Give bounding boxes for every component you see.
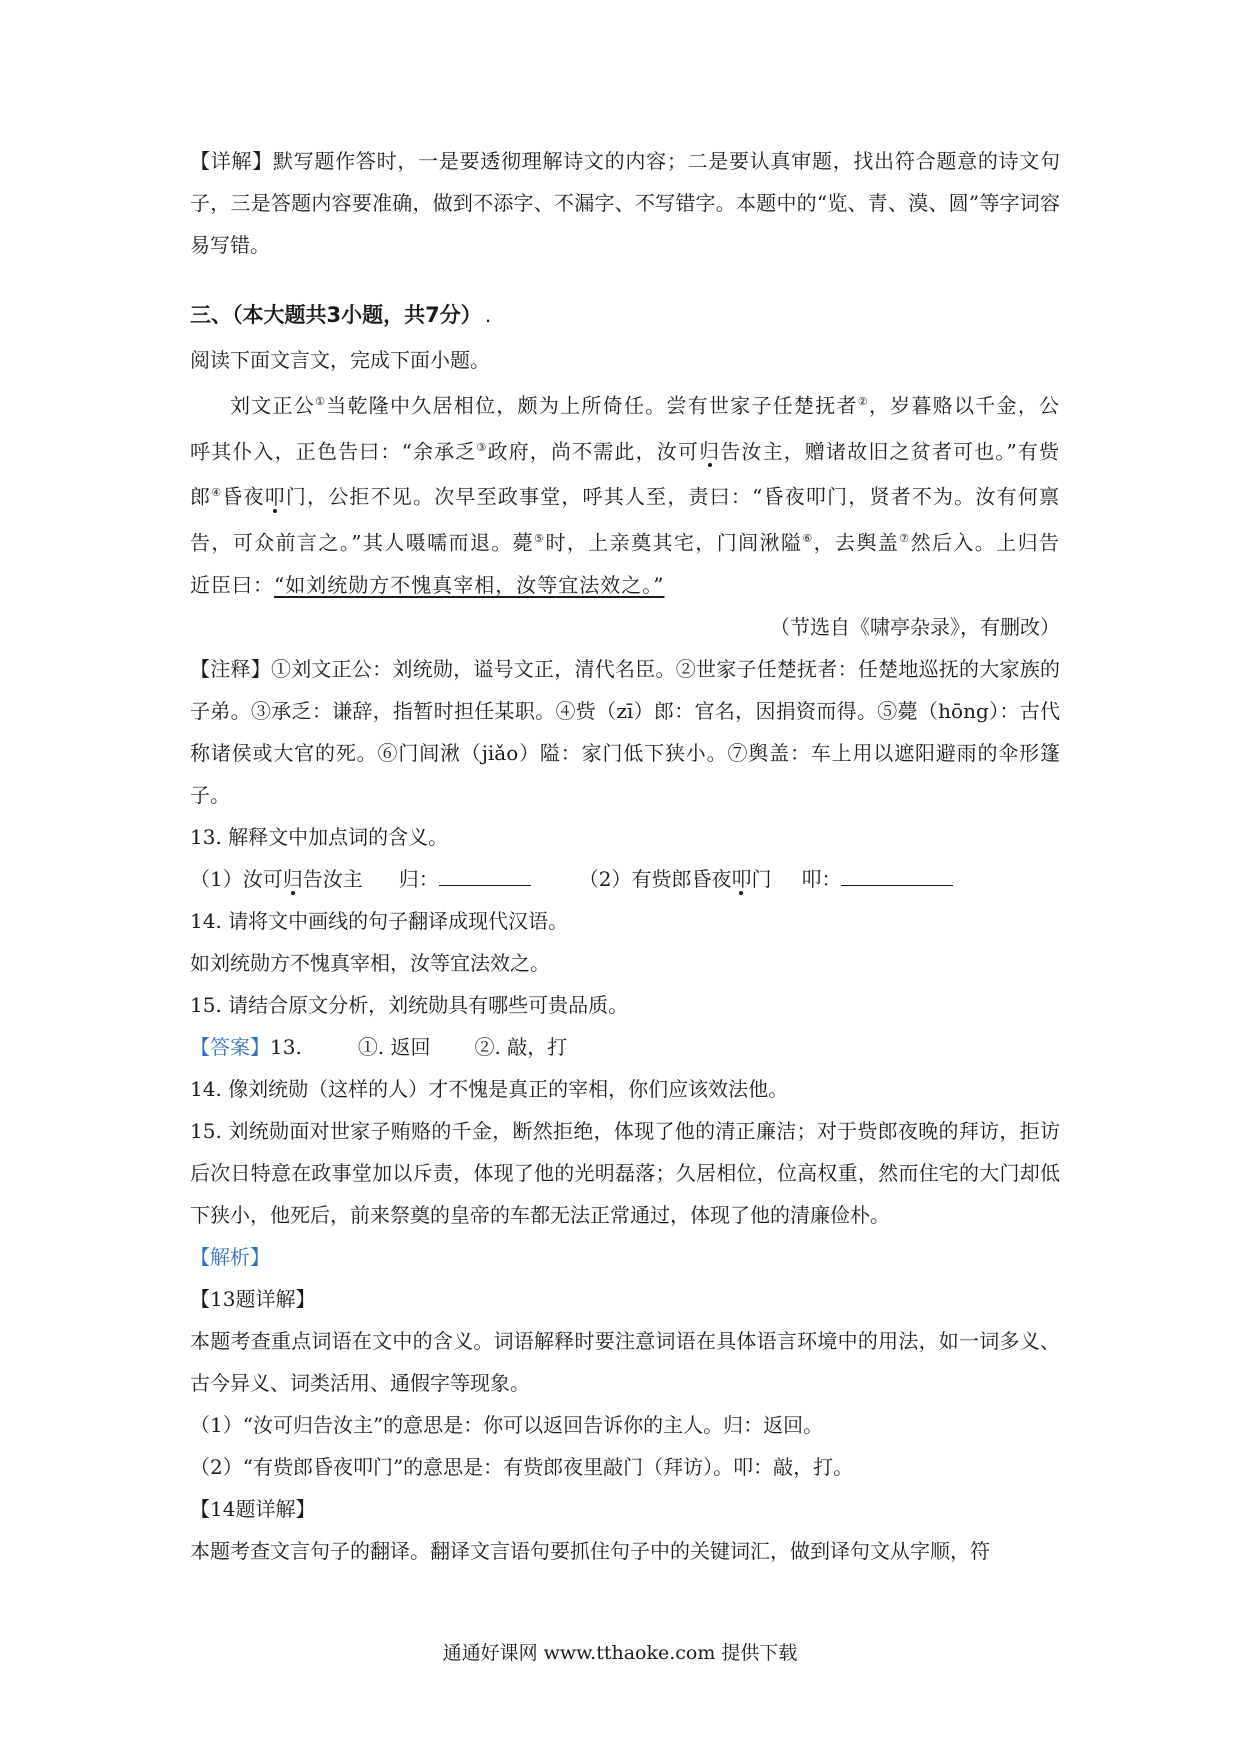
q13-item2-dotted: 叩 (731, 866, 752, 891)
dotted-word-kou: 叩 (264, 484, 286, 509)
notes-label: 【注释】 (190, 656, 271, 681)
passage-text: ，去舆盖 (813, 530, 900, 555)
analysis-label: 【解析】 (190, 1244, 270, 1269)
document-page (190, 140, 1060, 1572)
section-title-text: 三、（本大题共3小题，共7分） (190, 303, 482, 327)
q13-item2-word: 叩： (801, 866, 842, 891)
answer-13-2: ②. 敲，打 (474, 1034, 568, 1059)
answer-15: 15. 刘统勋面对世家子贿赂的千金，断然拒绝，体现了他的清正廉洁；对于赀郎夜晚的拜访，拒访后次日特意在政事堂加以斥责，体现了他的光明磊落；久居相位，位高权重，然而住宅的大门却低下狭小，他死后，前来祭奠的皇帝的车都无法正常通过，体现了他的清廉俭朴。 (190, 1118, 1060, 1227)
footnote-marker: ② (857, 395, 869, 408)
answer-14: 14. 像刘统勋（这样的人）才不愧是真正的宰相，你们应该效法他。 (190, 1076, 789, 1101)
q13-item1-text: 告汝主 (302, 866, 363, 891)
answer-13-1: ①. 返回 (357, 1034, 431, 1059)
section-tail-mark: . (485, 311, 491, 325)
section-title (190, 294, 1060, 339)
underlined-sentence: “如刘统勋方不愧真宰相，汝等宜法效之。” (274, 572, 665, 597)
dotted-word-gui: 归 (699, 439, 721, 464)
footnote-marker: ⑦ (899, 531, 911, 545)
q13-item1-text: （1）汝可 (190, 866, 283, 891)
analysis-13-item2: （2）“有赀郎昏夜叩门”的意思是：有赀郎夜里敲门（拜访）。叩：敲，打。 (190, 1454, 854, 1479)
question-13-stem: 13. 解释文中加点词的含义。 (190, 824, 449, 849)
analysis-14-text: 本题考查文言句子的翻译。翻译文言语句要抓住句子中的关键词汇，做到译句文从字顺，符 (190, 1538, 990, 1563)
passage-text: 时，上亲奠其宅，门闾湫隘 (545, 530, 803, 555)
passage-text: 告汝主，赠诸故旧之贫者可也。”有赀郎 (190, 439, 1061, 509)
answer-blank-1[interactable] (439, 863, 531, 886)
passage-text: ，岁暮赂以千金，公呼其仆入，正色告曰：“余承乏 (190, 393, 1060, 464)
passage-text: 当乾隆中久居相位，颇为上所倚任。尝有世家子任楚抚者 (326, 393, 858, 418)
answer-13 (190, 1026, 1060, 1068)
previous-detail (190, 140, 1060, 266)
passage-source: （节选自《啸亭杂录》，有删改） (770, 614, 1060, 639)
detail-text: 默写题作答时，一是要透彻理解诗文的内容；二是要认真审题，找出符合题意的诗文句子，三是答题内容要准确，做到不添字、不漏字、不写错字。本题中的“览、青、漠、圆”等字词容易写错。 (190, 149, 1061, 257)
q13-item1-word: 归： (398, 866, 439, 891)
passage-text: 门，公拒不见。次早至政事堂，呼其人至，责曰：“昏夜叩门，贤者不为。汝有何禀告，可众前言之。”其人嗫嚅而退。薨 (190, 484, 1061, 555)
classical-passage (190, 381, 1060, 606)
question-13-items (190, 858, 1060, 900)
footnote-marker: ⑤ (534, 531, 546, 545)
q13-item2-text: （2）有赀郎昏夜 (578, 866, 732, 891)
q13-item2-text: 门 (751, 866, 772, 891)
answer-blank-2[interactable] (841, 863, 953, 886)
footnote-marker: ④ (211, 486, 223, 500)
question-14-stem: 14. 请将文中画线的句子翻译成现代汉语。 (190, 908, 569, 933)
reading-instruction: 阅读下面文言文，完成下面小题。 (190, 348, 490, 372)
analysis-14-heading: 【14题详解】 (190, 1496, 316, 1521)
footnote-marker: ① (315, 395, 327, 408)
analysis-13-heading: 【13题详解】 (190, 1286, 316, 1311)
detail-label: 【详解】 (190, 149, 273, 173)
answer-label: 【答案】 (190, 1034, 270, 1059)
footnote-marker: ③ (476, 440, 488, 454)
passage-text: 昏夜 (222, 484, 265, 509)
page-footer: 通通好课网 www.tthaoke.com 提供下载 (442, 1642, 798, 1664)
answer-13-num: 13. (270, 1034, 302, 1059)
question-14-sentence: 如刘统勋方不愧真宰相，汝等宜法效之。 (190, 950, 550, 975)
annotations (190, 648, 1060, 816)
passage-text: 刘文正公 (230, 393, 316, 418)
footnote-marker: ⑥ (802, 531, 814, 545)
passage-text: 然后入。上归告近臣曰： (190, 530, 1061, 597)
analysis-13-item1: （1）“汝可归告汝主”的意思是：你可以返回告诉你的主人。归：返回。 (190, 1412, 824, 1437)
passage-text: 政府，尚不需此，汝可 (487, 439, 700, 464)
question-15-stem: 15. 请结合原文分析，刘统勋具有哪些可贵品质。 (190, 992, 629, 1017)
q13-item1-dotted: 归 (282, 866, 303, 891)
notes-text: ①刘文正公：刘统勋，谥号文正，清代名臣。②世家子任楚抚者：任楚地巡抚的大家族的子弟。③承乏：谦辞，指暂时担任某职。④赀（zī）郎：官名，因捐资而得。⑤薨（hōng）：古代称诸侯或大官的死。⑥门闾湫（jiǎo）隘：家门低下狭小。⑦舆盖：车上用以遮阳避雨的伞形篷子。 (190, 656, 1061, 807)
analysis-13-text: 本题考查重点词语在文中的含义。词语解释时要注意词语在具体语言环境中的用法，如一词多义、古今异义、词类活用、通假字等现象。 (190, 1328, 1060, 1395)
